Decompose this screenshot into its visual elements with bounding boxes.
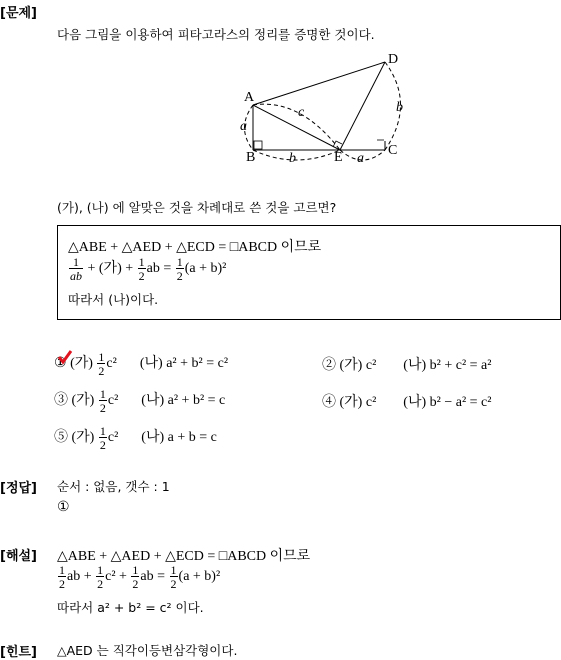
box-line-1: △ABE + △AED + △ECD = □ABCD 이므로	[68, 240, 322, 255]
frac-num: 1	[132, 563, 139, 577]
frac-den: ab	[70, 269, 82, 283]
label-a-point: A	[244, 90, 255, 105]
frac-den: 2	[176, 269, 183, 283]
choice-number: ⑤	[54, 430, 68, 446]
label-side-a1: a	[240, 119, 247, 134]
question-text: 다음 그림을 이용하여 피타고라스의 정리를 증명한 것이다.	[57, 27, 375, 42]
frac-num: 1	[99, 387, 106, 401]
choice-na: (나)	[141, 393, 165, 409]
frac-num: 1	[97, 563, 104, 577]
expl-term: ab =	[140, 569, 169, 585]
explanation-line-3: 따라서 a² + b² = c² 이다.	[57, 600, 204, 615]
frac-den: 2	[138, 269, 145, 283]
expl-term: ab +	[67, 569, 96, 585]
hint-text: △AED 는 직각이등변삼각형이다.	[57, 643, 238, 658]
frac-num: 1	[170, 563, 177, 577]
frac-num: 1	[138, 255, 145, 269]
frac-num: 1	[176, 255, 183, 269]
choice-na-value: a + b = c	[167, 430, 217, 446]
choice-na-value: a² + b² = c	[167, 393, 226, 409]
box-mid: + (가) +	[84, 261, 137, 277]
explanation-tag: [해설]	[0, 549, 37, 564]
box-end: (a + b)²	[184, 261, 227, 277]
segment-de	[340, 62, 385, 150]
choice-ga-value: c²	[365, 395, 377, 410]
answer-order: 순서 : 없음, 갯수 : 1	[57, 479, 170, 494]
box-ab: ab =	[146, 261, 175, 277]
frac-den: 2	[59, 577, 65, 591]
choice-ga-value: c²	[107, 430, 119, 446]
box-line-3: 따라서 (나)이다.	[68, 292, 159, 307]
choice-5[interactable]	[54, 425, 217, 451]
choice-number: ③	[54, 393, 68, 409]
choice-na: (나)	[141, 430, 165, 446]
choice-na-value: b² − a² = c²	[429, 395, 492, 410]
choice-number: ②	[322, 358, 336, 373]
answer-value: ①	[57, 500, 70, 515]
frac-den: 2	[132, 577, 139, 591]
frac-den: 2	[98, 364, 105, 378]
expl-term: c² +	[105, 569, 131, 585]
frac-den: 2	[170, 577, 177, 591]
choice-na: (나)	[403, 358, 427, 373]
arc-b-bottom	[253, 150, 340, 160]
label-side-b2: b	[396, 100, 403, 115]
frac-num: 1	[69, 256, 83, 269]
frac-num: 1	[59, 563, 65, 577]
answer-tag: [정답]	[0, 481, 37, 496]
explanation-line-1: △ABE + △AED + △ECD = □ABCD 이므로	[57, 549, 311, 564]
choice-ga: (가)	[70, 356, 93, 372]
explanation-line-2	[57, 564, 220, 590]
choice-na: (나)	[139, 356, 163, 372]
choice-3[interactable]	[54, 388, 225, 414]
right-angle-b	[254, 141, 262, 149]
check-mark-icon	[57, 349, 73, 365]
frac-num: 1	[99, 424, 106, 438]
choice-na-value: b² + c² = a²	[429, 358, 492, 373]
choice-1[interactable]	[54, 351, 228, 377]
frac-num: 1	[98, 350, 105, 364]
frac-den: 2	[99, 401, 106, 415]
label-b-point: B	[246, 150, 256, 165]
segment-ad	[253, 62, 385, 105]
choice-na: (나)	[403, 395, 427, 410]
prompt-text: (가), (나) 에 알맞은 것을 차례대로 쓴 것을 고르면?	[57, 200, 337, 215]
choice-number: ①	[54, 356, 67, 372]
frac-den: 2	[99, 438, 106, 452]
label-side-c: c	[298, 105, 305, 120]
label-d-point: D	[388, 52, 399, 67]
label-c-point: C	[388, 143, 398, 158]
label-side-a2: a	[357, 151, 364, 166]
box-line-2	[68, 256, 226, 282]
choice-4[interactable]	[322, 391, 491, 411]
expl-term: (a + b)²	[178, 569, 221, 585]
problem-tag: [문제]	[0, 6, 37, 21]
choice-ga-value: c²	[365, 358, 377, 373]
choice-ga: (가)	[339, 395, 363, 410]
frac-den: 2	[97, 577, 104, 591]
choice-ga-value: c²	[107, 393, 119, 409]
choice-ga-value: c²	[106, 356, 117, 372]
hint-tag: [힌트]	[0, 645, 37, 660]
label-side-b1: b	[289, 151, 296, 166]
choice-ga: (가)	[71, 393, 95, 409]
choice-ga: (가)	[339, 358, 363, 373]
choice-na-value: a² + b² = c²	[166, 356, 229, 372]
choice-ga: (가)	[71, 430, 95, 446]
choice-number: ④	[322, 395, 336, 410]
label-e-point: E	[334, 150, 343, 165]
choice-2[interactable]	[322, 354, 491, 374]
